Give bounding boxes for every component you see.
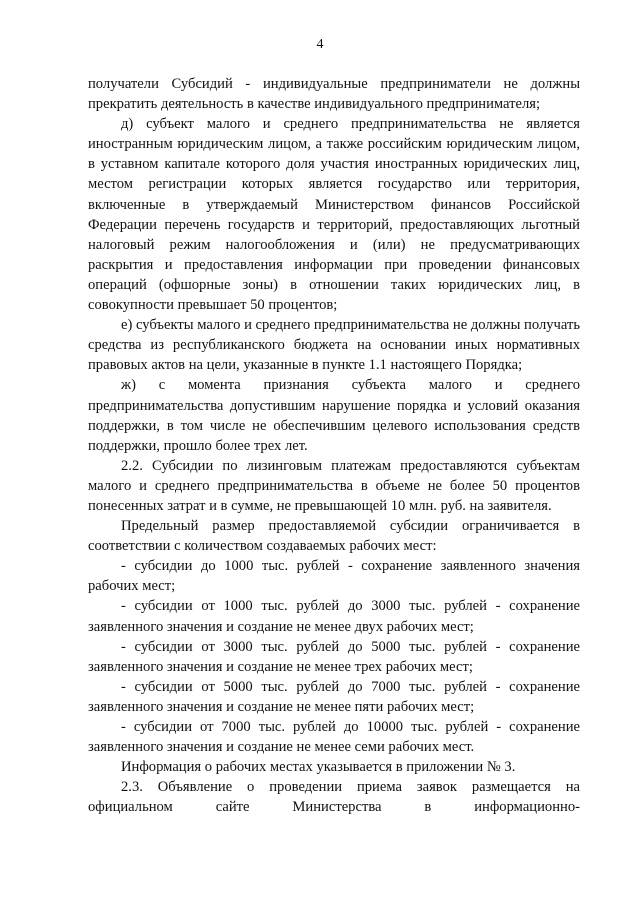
list-item-tier-1: - субсидии до 1000 тыс. рублей - сохранение заявленного значения рабочих мест; — [88, 558, 580, 595]
paragraph-item-zh: ж) с момента признания субъекта малого и среднего предпринимательства допустившим нарушение порядка и условий оказания поддержки, в том числе не обеспечившим целевого использования средств поддержки, прошло более трех лет. — [88, 377, 580, 454]
list-item-tier-4: - субсидии от 5000 тыс. рублей до 7000 тыс. рублей - сохранение заявленного значения и создание не менее пяти рабочих мест; — [88, 678, 580, 715]
list-item-tier-5: - субсидии от 7000 тыс. рублей до 10000 тыс. рублей - сохранение заявленного значения и создание не менее семи рабочих мест. — [88, 719, 580, 756]
paragraph-jobs-info: Информация о рабочих местах указывается в приложении № 3. — [121, 759, 516, 776]
paragraph-recipients-continuation: получатели Субсидий - индивидуальные предприниматели не должны прекратить деятельность в качестве индивидуального предпринимателя; — [88, 76, 580, 113]
page-number: 4 — [316, 37, 324, 52]
list-item-tier-3: - субсидии от 3000 тыс. рублей до 5000 тыс. рублей - сохранение заявленного значения и создание не менее трех рабочих мест; — [88, 638, 580, 675]
document-body — [88, 74, 580, 817]
paragraph-item-e: е) субъекты малого и среднего предпринимательства не должны получать средства из республиканского бюджета на основании иных нормативных правовых актов на цели, указанные в пункте 1.1 настоящего Порядка; — [88, 317, 580, 374]
paragraph-item-d: д) субъект малого и среднего предпринимательства не является иностранным юридическим лицом, а также российским юридическим лицом, в уставном капитале которого доля участия иностранных юридических лиц, местом регистрации которых является государство или территория, включенные в утверждаемый Министерством финансов Российской Федерации перечень государств и территорий, предоставляющих льготный налоговый режим налогообложения и (или) не предусматривающих раскрытия и предоставления информации при проведении финансовых операций (офшорные зоны) в отношении таких юридических лиц, в совокупности превышает 50 процентов; — [88, 116, 580, 314]
paragraph-section-2-2: 2.2. Субсидии по лизинговым платежам предоставляются субъектам малого и среднего предпринимательства в объеме не более 50 процентов понесенных затрат и в сумме, не превышающей 10 млн. руб. на заявителя. — [88, 457, 580, 514]
paragraph-max-subsidy: Предельный размер предоставляемой субсидии ограничивается в соответствии с количеством создаваемых рабочих мест: — [88, 518, 580, 555]
paragraph-section-2-3: 2.3. Объявление о проведении приема заявок размещается на официальном сайте Министерства в информационно- — [88, 779, 580, 816]
list-item-tier-2: - субсидии от 1000 тыс. рублей до 3000 тыс. рублей - сохранение заявленного значения и создание не менее двух рабочих мест; — [88, 598, 580, 635]
